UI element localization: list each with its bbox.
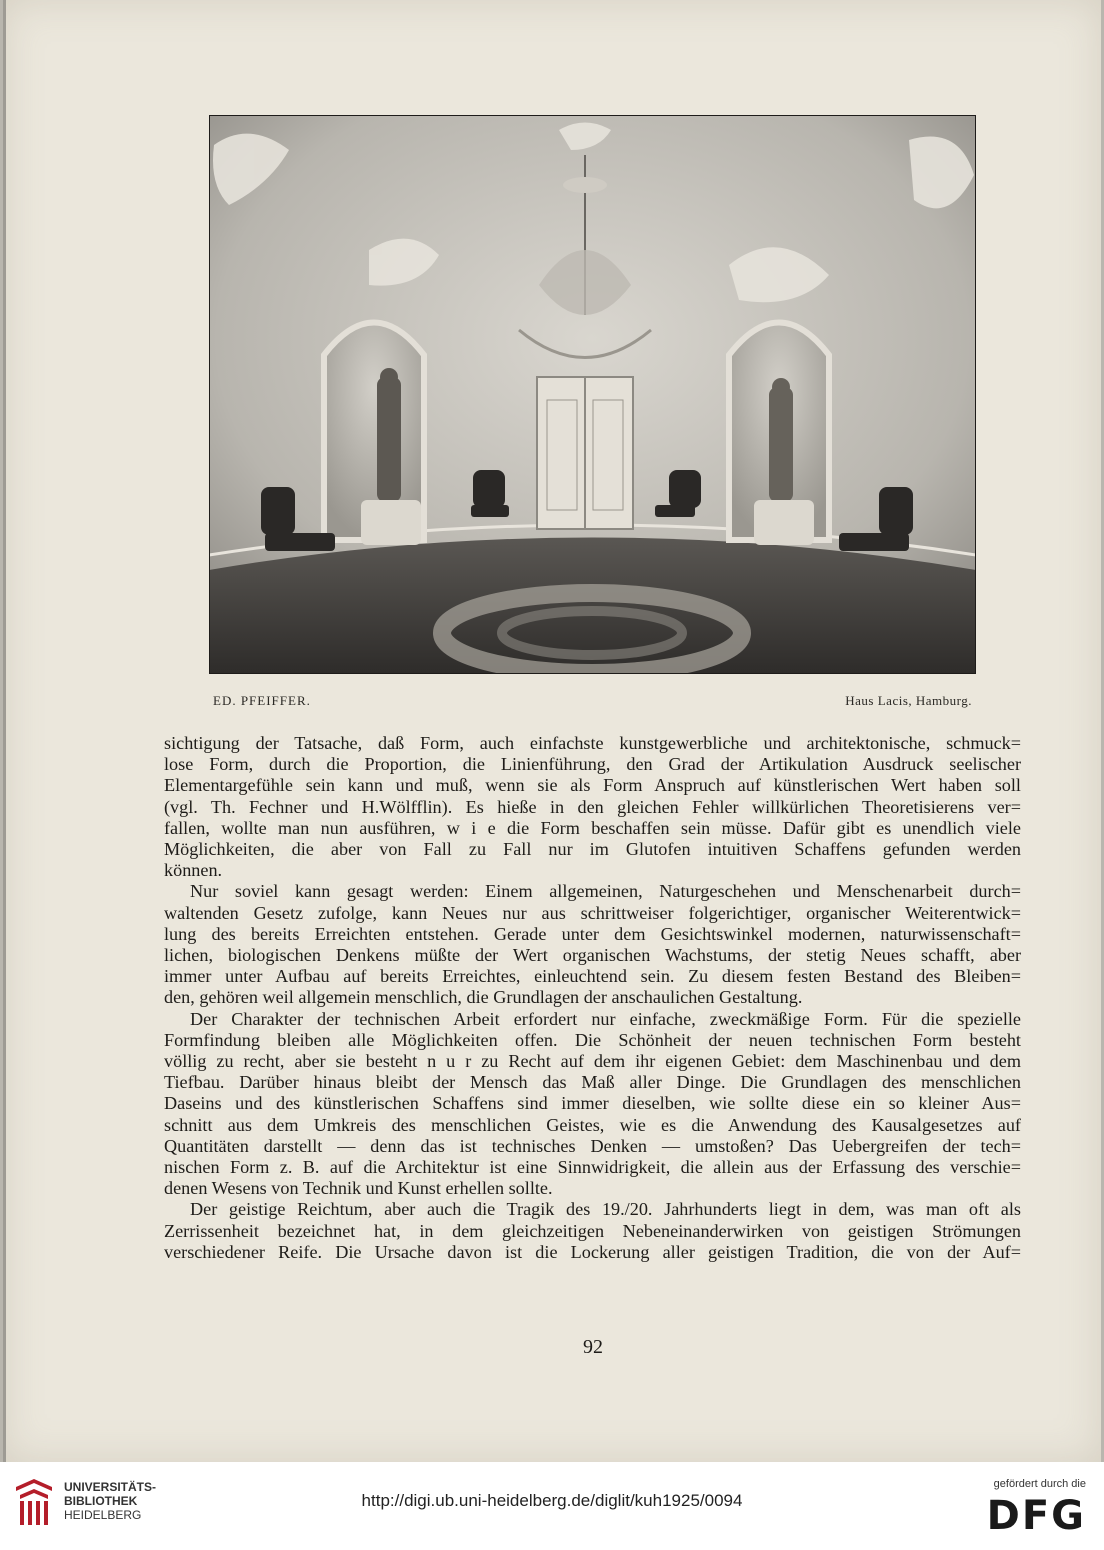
text-line: Daseins und des künstlerischen Schaffens sind immer dieselben, wie sollte diese ein so kleiner Aus= <box>164 1093 1021 1114</box>
scan-edge <box>3 0 6 1462</box>
page-number: 92 <box>583 1336 603 1358</box>
paragraph-2 <box>164 881 1021 1008</box>
library-name-line: BIBLIOTHEK <box>64 1494 138 1508</box>
text-line: lung des bereits Erreichten entstehen. Gerade unter dem Gesichtswinkel modernen, naturwissenschaft= <box>164 923 1021 944</box>
text-line: Zerrissenheit bezeichnet hat, in dem gleichzeitigen Nebeneinanderwirken von geistigen Strömungen <box>164 1220 1021 1241</box>
text-line: Formfindung bleiben alle Möglichkeiten offen. Die Schönheit der neuen technischen Form besteht <box>164 1029 1021 1050</box>
text-line: verschiedener Reife. Die Ursache davon ist die Lockerung aller geistigen Tradition, die von der Auf= <box>164 1241 1021 1262</box>
interior-photo <box>209 115 976 674</box>
text-line: Der geistige Reichtum, aber auch die Tragik des 19./20. Jahrhunderts liegt in dem, was man oft als <box>190 1199 1021 1220</box>
text-line: immer unter Aufbau auf bereits Erreichtes, einleuchtend sein. Zu diesem festen Bestand des Bleiben= <box>164 966 1021 987</box>
text-line: schnitt aus dem Umkreis des menschlichen Geistes, wie es die Anwendung des Kausalgesetzes auf <box>164 1114 1021 1135</box>
text-line: fallen, wollte man nun ausführen, w i e die Form beschaffen sein müsse. Dafür gibt es unendlich viele <box>164 817 1021 838</box>
permalink-url[interactable]: http://digi.ub.uni-heidelberg.de/diglit/kuh1925/0094 <box>361 1491 743 1510</box>
text-line: den, gehören weil allgemein menschlich, die Grundlagen der anschaulichen Gestaltung. <box>164 987 803 1008</box>
paragraph-3 <box>164 1009 1021 1200</box>
text-line: denen Wesens von Technik und Kunst erhellen sollte. <box>164 1178 553 1199</box>
text-line: lose Form, durch die Proportion, die Linienführung, den Grad der Artikulation Ausdruck seelischer <box>164 754 1021 775</box>
dfg-logo: DFG <box>986 1493 1086 1539</box>
text-line: Möglichkeiten, die aber von Fall zu Fall nur im Glutofen intuitiven Schaffens gefunden werden <box>164 839 1021 860</box>
paragraph-4 <box>164 1199 1021 1263</box>
viewer-footer <box>0 1462 1104 1550</box>
library-name-line: HEIDELBERG <box>64 1508 142 1522</box>
text-line: nischen Form z. B. auf die Architektur ist eine Sinnwidrigkeit, die allein aus der Erfassung des verschie= <box>164 1157 1021 1178</box>
funding-label: gefördert durch die <box>993 1478 1086 1490</box>
text-line: waltenden Gesetz zufolge, kann Neues nur aus schrittweiser folgerichtiger, organischer Weiterentwick= <box>164 902 1021 923</box>
text-line: (vgl. Th. Fechner und H.Wölfflin). Es hieße in den gleichen Fehler willkürlichen Theoretisierens ver= <box>164 796 1021 817</box>
text-line: sichtigung der Tatsache, daß Form, auch einfachste kunstgewerbliche und architektonische, schmuck= <box>164 733 1021 753</box>
text-line: Quantitäten darstellt — denn das ist technisches Denken — umstoßen? Das Uebergreifen der tech= <box>164 1135 1021 1156</box>
paragraph-1 <box>164 733 1021 881</box>
photo-caption-location: Haus Lacis, Hamburg. <box>845 693 972 708</box>
text-line: Tiefbau. Darüber hinaus bleibt der Mensch das Maß aller Dinge. Die Grundlagen des menschlichen <box>164 1072 1021 1093</box>
library-name-line: UNIVERSITÄTS- <box>64 1480 157 1494</box>
text-line: Elementargefühle sein kann und muß, wenn sie als Form Anspruch auf künstlerischen Wert haben soll <box>164 775 1021 796</box>
scanned-page <box>3 0 1101 1462</box>
text-line: Der Charakter der technischen Arbeit erfordert nur einfache, zweckmäßige Form. Für die spezielle <box>190 1008 1021 1029</box>
photo-rendering <box>209 115 976 674</box>
text-line: völlig zu recht, aber sie besteht n u r zu Recht auf dem ihr eigenen Gebiet: dem Maschinenbau und dem <box>164 1051 1021 1072</box>
text-line: können. <box>164 860 223 881</box>
photo-caption-author: ED. PFEIFFER. <box>213 693 311 708</box>
body-text <box>164 733 1021 1263</box>
text-line: Nur soviel kann gesagt werden: Einem allgemeinen, Naturgeschehen und Menschenarbeit durch= <box>190 881 1021 902</box>
text-line: lichen, biologischen Denkens müßte der Wert organischen Wachstums, der stetig Neues schafft, aber <box>164 945 1021 966</box>
